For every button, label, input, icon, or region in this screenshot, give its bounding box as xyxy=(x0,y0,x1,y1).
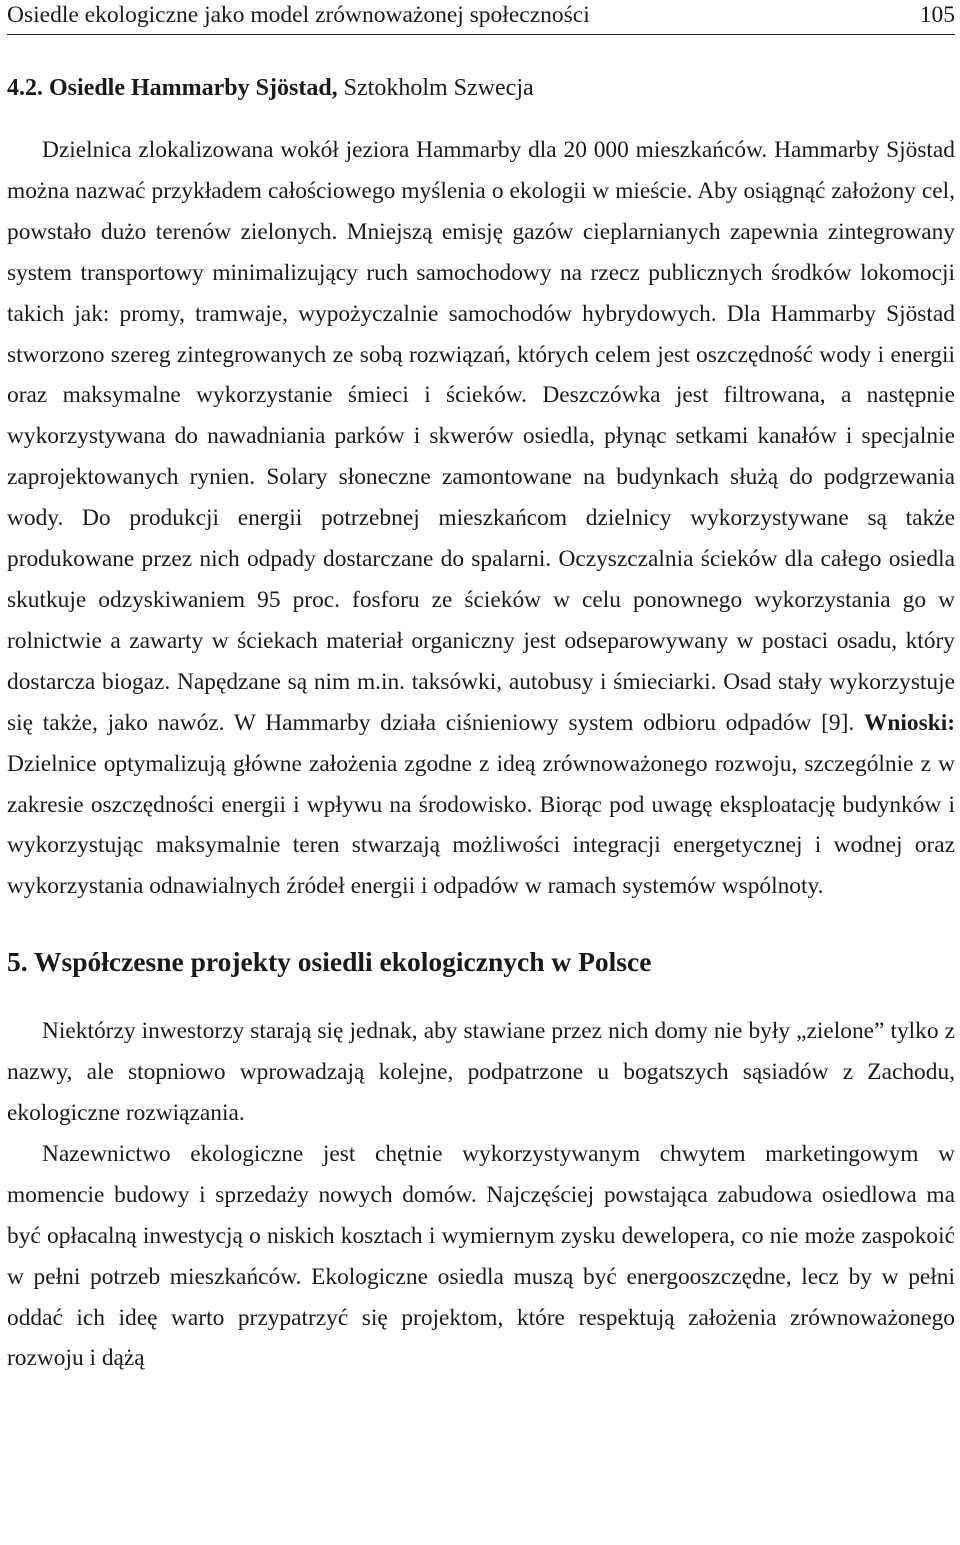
section-5-paragraph-1-text: Niektórzy inwestorzy starają się jednak, aby stawiane przez nich domy nie były „zielone” tylko z nazwy, ale stopniowo wprowadzają kolejne, podpatrzone u bogatszych sąsiadów z Zachodu, ekologiczne rozwiązania. xyxy=(7,1018,955,1127)
section-5-paragraph-1 xyxy=(7,1011,955,1134)
chapter-5-heading: 5. Współczesne projekty osiedli ekologicznych w Polsce xyxy=(7,946,652,978)
section-4-2-heading xyxy=(7,73,955,103)
section-5-paragraph-2 xyxy=(7,1134,955,1379)
section-4-2-paragraph xyxy=(7,130,955,907)
page-number: 105 xyxy=(919,2,955,28)
conclusion-text: Dzielnice optymalizują główne założenia zgodne z ideą zrównoważonego rozwoju, szczególnie z w zakresie oszczędności energii i wpływu na środowisko. Biorąc pod uwagę eksploatację budynków i wykorzystując maksymalnie teren stwarzają możliwości integracji energetycznej i wodnej oraz wykorzystania odnawialnych źródeł energii i odpadów w ramach systemów wspólnoty. xyxy=(7,750,955,900)
header-title: Osiedle ekologiczne jako model zrównoważonej społeczności xyxy=(7,2,590,28)
section-5-paragraph-2-text: Nazewnictwo ekologiczne jest chętnie wykorzystywanym chwytem marketingowym w momencie budowy i sprzedaży nowych domów. Najczęściej powstająca zabudowa osiedlowa ma być opłacalną inwestycją o niskich kosztach i wymiernym zysku dewelopera, co nie może zaspokoić w pełni potrzeb mieszkańców. Ekologiczne osiedla muszą być energooszczędne, lecz by w pełni oddać ich ideę warto przypatrzyć się projektom, które respektują założenia zrównoważonego rozwoju i dążą xyxy=(7,1140,955,1372)
section-4-2-heading-bold: 4.2. Osiedle Hammarby Sjöstad, xyxy=(7,75,338,101)
document-page xyxy=(7,0,955,1379)
section-4-2-paragraph-text: Dzielnica zlokalizowana wokół jeziora Hammarby dla 20 000 mieszkańców. Hammarby Sjöstad można nazwać przykładem całościowego myślenia o ekologii w mieście. Aby osiągnąć założony cel, powstało dużo terenów zielonych. Mniejszą emisję gazów cieplarnianych zapewnia zintegrowany system transportowy minimalizujący ruch samochodowy na rzecz publicznych środków lokomocji takich jak: promy, tramwaje, wypożyczalnie samochodów hybrydowych. Dla Hammarby Sjöstad stworzono szereg zintegrowanych ze sobą rozwiązań, których celem jest oszczędność wody i energii oraz maksymalne wykorzystanie śmieci i ścieków. Deszczówka jest filtrowana, a następnie wykorzystywana do nawadniania parków i skwerów osiedla, płynąc setkami kanałów i specjalnie zaprojektowanych rynien. Solary słoneczne zamontowane na budynkach służą do podgrzewania wody. Do produkcji energii potrzebnej mieszkańcom dzielnicy wykorzystywane są także produkowane przez nich odpady dostarczane do spalarni. Oczyszczalnia ścieków dla całego osiedla skutkuje odzyskiwaniem 95 proc. fosforu ze ścieków w celu ponownego wykorzystania go w rolnictwie a zawarty w ściekach materiał organiczny jest odseparowywany w postaci osadu, który dostarcza biogaz. Napędzane są nim m.in. taksówki, autobusy i śmieciarki. Osad stały wykorzystuje się także, jako nawóz. W Hammarby działa ciśnieniowy system odbioru odpadów [9]. xyxy=(7,137,955,736)
conclusion-label: Wnioski: xyxy=(864,709,955,736)
section-4-2-heading-rest: Sztokholm Szwecja xyxy=(337,75,534,101)
running-header xyxy=(7,0,955,35)
